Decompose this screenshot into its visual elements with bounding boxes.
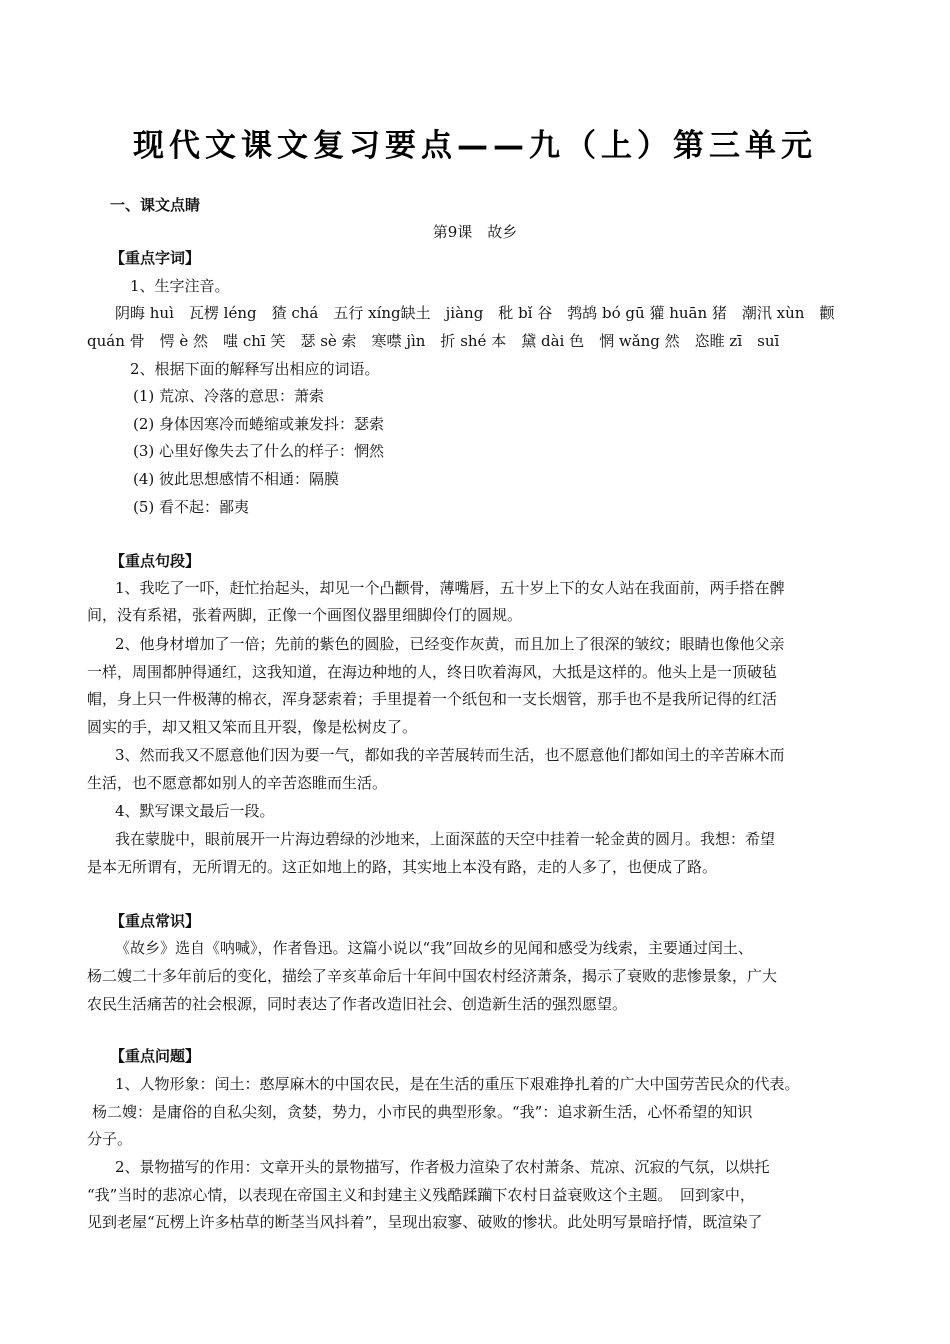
- paragraph-line: 杨二嫂：是庸俗的自私尖刻，贪婪，势力，小市民的典型形象。“我”：追求新生活，心怀希望的知识: [92, 1103, 753, 1121]
- pinyin-line: 阴晦 huì 瓦楞 léng 猹 chá 五行 xíng缺土 jiàng 秕 bǐ 谷 鹁鸪 bó gū 獾 huān 猪 潮汛 xùn 颧: [115, 304, 835, 322]
- paragraph-line: 2、景物描写的作用：文章开头的景物描写，作者极力渲染了农村萧条、荒凉、沉寂的气氛，以烘托: [115, 1158, 770, 1176]
- paragraph-line: 一样，周围都肿得通红，这我知道，在海边种地的人，终日吹着海风，大抵是这样的。他头上是一顶破毡: [87, 663, 778, 681]
- definition-item: (4) 彼此思想感情不相通：隔膜: [133, 470, 340, 488]
- pinyin-line: quán 骨 愕 è 然 嗤 chī 笑 瑟 sè 索 寒噤 jìn 折 shé 本 黛 dài 色 惘 wǎng 然 恣睢 zī suī: [87, 332, 780, 350]
- paragraph-line: 杨二嫂二十多年前后的变化，描绘了辛亥革命后十年间中国农村经济萧条，揭示了衰败的悲惨景象，广大: [87, 967, 778, 985]
- paragraph-line: 我在蒙胧中，眼前展开一片海边碧绿的沙地来，上面深蓝的天空中挂着一轮金黄的圆月。我想：希望: [115, 830, 776, 848]
- paragraph-line: 3、然而我又不愿意他们因为要一气，都如我的辛苦展转而生活，也不愿意他们都如闰土的辛苦麻木而: [115, 746, 785, 764]
- paragraph-line: 帽，身上只一件极薄的棉衣，浑身瑟索着；手里提着一个纸包和一支长烟管，那手也不是我所记得的红活: [87, 690, 778, 708]
- paragraph-line: 1、我吃了一吓，赶忙抬起头，却见一个凸颧骨，薄嘴唇，五十岁上下的女人站在我面前，两手搭在髀: [115, 579, 785, 597]
- paragraph-line: 《故乡》选自《呐喊》，作者鲁迅。这篇小说以“我”回故乡的见闻和感受为线索，主要通过闰土、: [115, 939, 753, 957]
- paragraph: 2、根据下面的解释写出相应的词语。: [130, 360, 380, 378]
- keywords-heading: 【重点字词】: [110, 249, 201, 267]
- definition-item: (1) 荒凉、冷落的意思：萧索: [133, 387, 325, 405]
- paragraph-line: 间，没有系裙，张着两脚，正像一个画图仪器里细脚伶仃的圆规。: [87, 606, 523, 624]
- definition-item: (2) 身体因寒冷而蜷缩或兼发抖：瑟索: [133, 415, 385, 433]
- paragraph-line: 圆实的手，却又粗又笨而且开裂，像是松树皮了。: [87, 718, 418, 736]
- lesson-title: 第9课 故乡: [432, 223, 518, 241]
- section-heading: 一、课文点睛: [110, 196, 201, 214]
- sentences-heading: 【重点句段】: [110, 552, 201, 570]
- paragraph-line: 见到老屋“瓦楞上许多枯草的断茎当风抖着”，呈现出寂寥、破败的惨状。此处明写景暗抒情，既渲染了: [87, 1213, 763, 1231]
- paragraph-line: 1、人物形象：闰土：憨厚麻木的中国农民，是在生活的重压下艰难挣扎着的广大中国劳苦民众的代表。: [115, 1075, 800, 1093]
- definition-item: (5) 看不起：鄙夷: [133, 498, 250, 516]
- questions-heading: 【重点问题】: [110, 1047, 201, 1065]
- paragraph-line: 2、他身材增加了一倍；先前的紫色的圆脸，已经变作灰黄，而且加上了很深的皱纹；眼睛也像他父亲: [115, 635, 785, 653]
- paragraph-line: 生活，也不愿意都如别人的辛苦恣睢而生活。: [87, 774, 388, 792]
- definition-item: (3) 心里好像失去了什么的样子：惘然: [133, 442, 385, 460]
- paragraph-line: 4、默写课文最后一段。: [115, 802, 275, 820]
- knowledge-heading: 【重点常识】: [110, 912, 201, 930]
- paragraph-line: 分子。: [87, 1130, 133, 1148]
- paragraph: 1、生字注音。: [130, 277, 230, 295]
- document-title: 现代文课文复习要点——九（上）第三单元: [133, 128, 817, 164]
- paragraph-line: “我”当时的悲凉心情，以表现在帝国主义和封建主义残酷蹂躏下农村日益衰败这个主题。 回到家中，: [87, 1186, 755, 1204]
- paragraph-line: 农民生活痛苦的社会根源，同时表达了作者改造旧社会、创造新生活的强烈愿望。: [87, 995, 628, 1013]
- paragraph-line: 是本无所谓有，无所谓无的。这正如地上的路，其实地上本没有路，走的人多了，也便成了路。: [87, 858, 718, 876]
